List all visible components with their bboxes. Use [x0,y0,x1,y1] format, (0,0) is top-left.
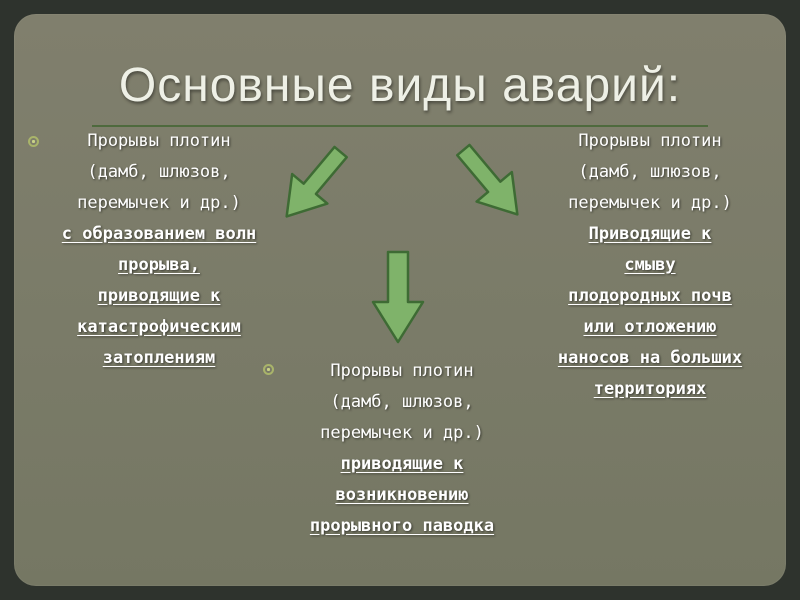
text-line: Приводящие к [588,224,712,244]
text-line: (дамб, шлюзов, [330,392,474,412]
text-line: прорывного паводка [309,516,495,536]
slide-title: Основные виды аварий: [118,59,682,112]
text-line: приводящие к [340,454,464,474]
text-line: плодородных почв [568,286,732,306]
text-line: с образованием волн [61,224,257,244]
text-line: или отложению [583,317,717,337]
text-line: (дамб, шлюзов, [578,162,722,182]
text-line: затоплениям [102,348,216,368]
text-line: приводящие к [97,286,221,306]
text-line: катастрофическим [77,317,241,337]
text-line: (дамб, шлюзов, [87,162,231,182]
text-line: Прорывы плотин [330,361,474,381]
text-block-center [262,356,542,542]
text-line: перемычек и др.) [77,193,241,213]
text-line: смыву [624,255,676,275]
text-line: территориях [593,379,707,399]
text-line: возникновению [335,485,469,505]
text-line: перемычек и др.) [320,423,484,443]
text-line: перемычек и др.) [568,193,732,213]
text-block-right [520,126,780,405]
text-block-left [14,126,304,374]
text-line: прорыва, [118,255,200,275]
text-line: наносов на больших [557,348,743,368]
text-line: Прорывы плотин [578,131,722,151]
text-line: Прорывы плотин [87,131,231,151]
arrow-down-icon [370,250,426,346]
